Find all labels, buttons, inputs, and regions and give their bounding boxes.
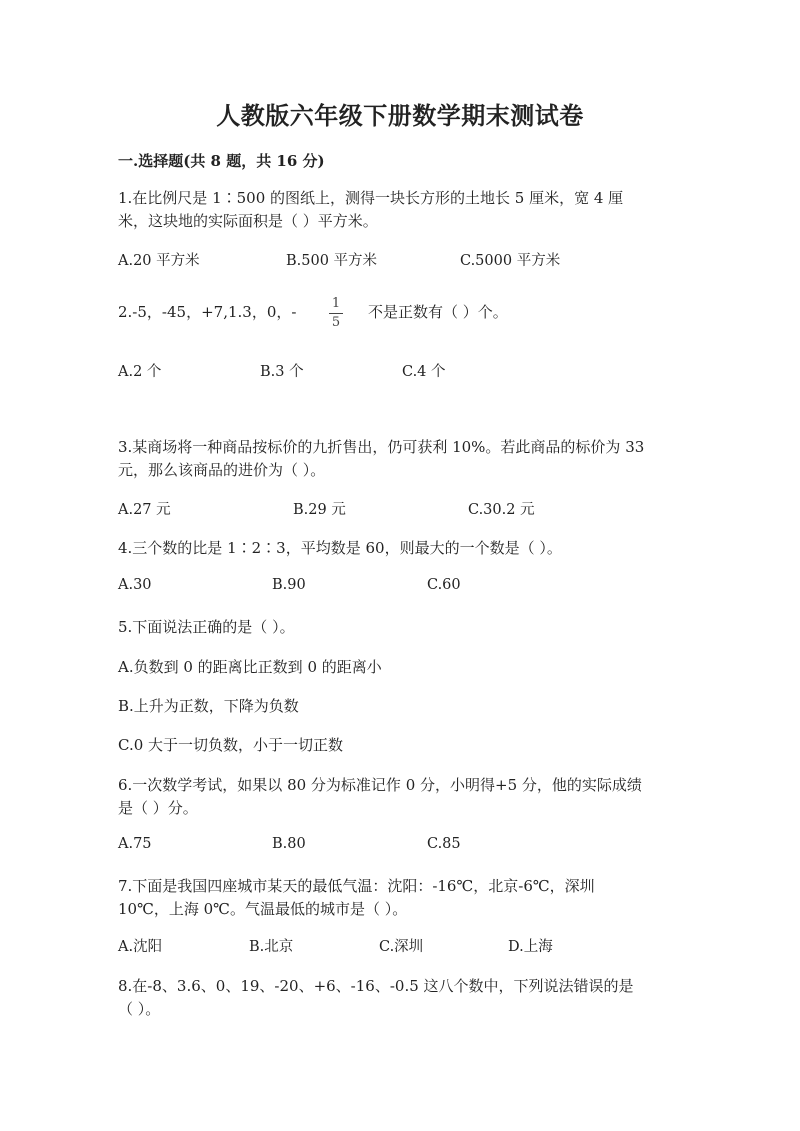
question-6-option-c: C.85 — [427, 836, 461, 852]
question-3-line-2: 元，那么该商品的进价为（ ）。 — [118, 461, 326, 479]
question-2-option-b: B.3 个 — [260, 364, 304, 380]
question-3-line-1: 3.某商场将一种商品按标价的九折售出，仍可获利 10%。若此商品的标价为 33 — [118, 438, 645, 456]
question-4-option-b: B.90 — [272, 577, 306, 593]
fraction-numerator: 1 — [331, 296, 341, 311]
question-6-line-1: 6.一次数学考试，如果以 80 分为标准记作 0 分，小明得+5 分，他的实际成绩 — [118, 776, 642, 794]
question-5-line-1: 5.下面说法正确的是（ ）。 — [118, 618, 295, 636]
question-2-prefix: 2.-5，-45，+7,1.3，0，- — [118, 303, 297, 321]
question-7-line-1: 7.下面是我国四座城市某天的最低气温：沈阳：-16℃，北京-6℃，深圳 — [118, 877, 595, 895]
fraction-one-fifth — [328, 296, 344, 331]
question-1-option-b: B.500 平方米 — [286, 253, 378, 269]
question-2-option-a: A.2 个 — [118, 364, 162, 380]
question-4-option-a: A.30 — [118, 577, 152, 593]
question-6-line-2: 是（ ）分。 — [118, 799, 198, 817]
question-5-option-c: C.0 大于一切负数，小于一切正数 — [118, 736, 344, 754]
question-7-option-c: C.深圳 — [379, 939, 424, 955]
fraction-bar — [329, 313, 343, 314]
question-2-option-c: C.4 个 — [402, 364, 446, 380]
question-8-line-1: 8.在-8、3.6、0、19、-20、+6、-16、-0.5 这八个数中，下列说法错误的是 — [118, 977, 634, 995]
question-6-option-a: A.75 — [118, 836, 152, 852]
question-1-option-c: C.5000 平方米 — [460, 253, 561, 269]
question-1-line-1: 1.在比例尺是 1∶500 的图纸上，测得一块长方形的土地长 5 厘米，宽 4 厘 — [118, 189, 624, 207]
page-title: 人教版六年级下册数学期末测试卷 — [216, 101, 584, 130]
question-3-option-a: A.27 元 — [118, 502, 171, 518]
section-heading: 一.选择题(共 8 题，共 16 分) — [118, 152, 325, 170]
question-7-option-b: B.北京 — [249, 939, 294, 955]
question-1-option-a: A.20 平方米 — [118, 253, 200, 269]
question-5-option-b: B.上升为正数，下降为负数 — [118, 697, 299, 715]
question-5-option-a: A.负数到 0 的距离比正数到 0 的距离小 — [118, 658, 382, 676]
question-8-line-2: （ ）。 — [118, 1000, 161, 1018]
question-7-option-d: D.上海 — [508, 939, 553, 955]
question-4-line-1: 4.三个数的比是 1∶2∶3，平均数是 60，则最大的一个数是（ ）。 — [118, 539, 562, 557]
fraction-denominator: 5 — [331, 315, 341, 330]
question-4-option-c: C.60 — [427, 577, 461, 593]
question-3-option-c: C.30.2 元 — [468, 502, 535, 518]
question-3-option-b: B.29 元 — [293, 502, 346, 518]
question-2-suffix: 不是正数有（ ）个。 — [368, 303, 508, 321]
question-7-line-2: 10℃，上海 0℃。气温最低的城市是（ ）。 — [118, 900, 408, 918]
question-6-option-b: B.80 — [272, 836, 306, 852]
question-1-line-2: 米，这块地的实际面积是（ ）平方米。 — [118, 212, 378, 230]
question-7-option-a: A.沈阳 — [118, 939, 163, 955]
